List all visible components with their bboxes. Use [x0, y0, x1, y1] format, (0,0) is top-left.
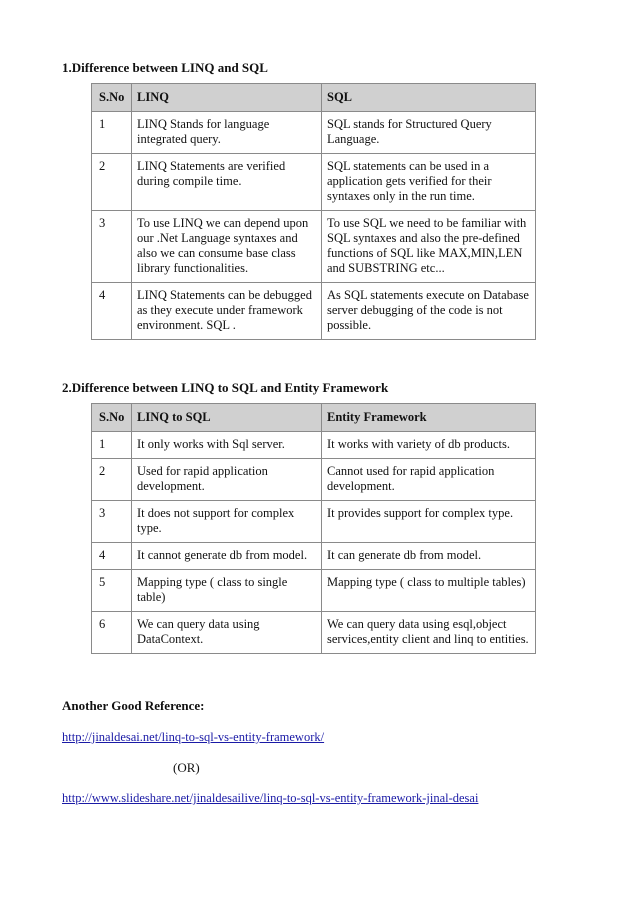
row-number: 6	[92, 612, 132, 654]
entity-framework-cell: We can query data using esql,object services,entity client and linq to entities.	[322, 612, 536, 654]
row-number: 5	[92, 570, 132, 612]
header-linq: LINQ	[132, 84, 322, 112]
linq-to-sql-cell: Mapping type ( class to single table)	[132, 570, 322, 612]
sql-cell: To use SQL we need to be familiar with SQL syntaxes and also the pre-defined functions of SQL like MAX,MIN,LEN and SUBSTRING etc...	[322, 211, 536, 283]
header-entity-framework: Entity Framework	[322, 404, 536, 432]
header-linq-to-sql: LINQ to SQL	[132, 404, 322, 432]
entity-framework-cell: It provides support for complex type.	[322, 501, 536, 543]
table-row	[92, 211, 536, 283]
table-row	[92, 570, 536, 612]
linq-cell: LINQ Statements can be debugged as they execute under framework environment. SQL .	[132, 283, 322, 340]
table-row	[92, 432, 536, 459]
linq-cell: LINQ Stands for language integrated query.	[132, 112, 322, 154]
linq-vs-sql-table	[91, 83, 536, 340]
table-row	[92, 543, 536, 570]
header-sno: S.No	[92, 404, 132, 432]
linq-to-sql-cell: It only works with Sql server.	[132, 432, 322, 459]
or-separator: (OR)	[173, 760, 200, 775]
table-row	[92, 112, 536, 154]
table-row	[92, 283, 536, 340]
linq-cell: LINQ Statements are verified during compile time.	[132, 154, 322, 211]
table-row	[92, 459, 536, 501]
row-number: 1	[92, 432, 132, 459]
entity-framework-cell: Cannot used for rapid application development.	[322, 459, 536, 501]
entity-framework-cell: Mapping type ( class to multiple tables)	[322, 570, 536, 612]
linq-to-sql-cell: It does not support for complex type.	[132, 501, 322, 543]
section1-heading: 1.Difference between LINQ and SQL	[62, 60, 268, 75]
row-number: 1	[92, 112, 132, 154]
reference-link-jinaldesai[interactable]: http://jinaldesai.net/linq-to-sql-vs-entity-framework/	[62, 730, 325, 744]
header-sno: S.No	[92, 84, 132, 112]
table-row	[92, 501, 536, 543]
table-header-row	[92, 404, 536, 432]
reference-title: Another Good Reference:	[62, 698, 205, 713]
row-number: 2	[92, 154, 132, 211]
header-sql: SQL	[322, 84, 536, 112]
table-row	[92, 612, 536, 654]
entity-framework-cell: It can generate db from model.	[322, 543, 536, 570]
linq-to-sql-cell: Used for rapid application development.	[132, 459, 322, 501]
row-number: 4	[92, 283, 132, 340]
section2-heading: 2.Difference between LINQ to SQL and Entity Framework	[62, 380, 389, 395]
sql-cell: As SQL statements execute on Database server debugging of the code is not possible.	[322, 283, 536, 340]
table-row	[92, 154, 536, 211]
reference-link-slideshare[interactable]: http://www.slideshare.net/jinaldesailive/linq-to-sql-vs-entity-framework-jinal-desai	[62, 791, 479, 805]
table-header-row	[92, 84, 536, 112]
sql-cell: SQL statements can be used in a application gets verified for their syntaxes only in the run time.	[322, 154, 536, 211]
linq-to-sql-cell: We can query data using DataContext.	[132, 612, 322, 654]
row-number: 3	[92, 211, 132, 283]
linq-to-sql-cell: It cannot generate db from model.	[132, 543, 322, 570]
linq-cell: To use LINQ we can depend upon our .Net Language syntaxes and also we can consume base class library functionalities.	[132, 211, 322, 283]
linq-to-sql-vs-ef-table	[91, 403, 536, 654]
sql-cell: SQL stands for Structured Query Language.	[322, 112, 536, 154]
row-number: 4	[92, 543, 132, 570]
row-number: 2	[92, 459, 132, 501]
entity-framework-cell: It works with variety of db products.	[322, 432, 536, 459]
row-number: 3	[92, 501, 132, 543]
